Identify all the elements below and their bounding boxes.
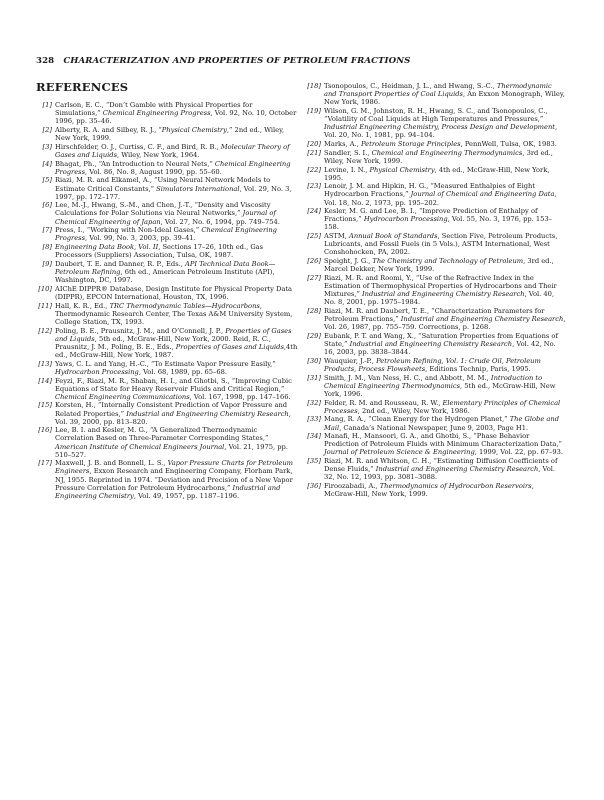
reference-number: [27] bbox=[307, 273, 321, 282]
reference-item bbox=[36, 327, 298, 359]
section-title: REFERENCES bbox=[36, 80, 129, 94]
reference-text: Eubank, P. T. and Wang, X., “Saturation Properties from Equations of State,” Industrial and Engineering Chemistry Research, Vol. 42, No. 16, 2003, pp. 3838–3844. bbox=[324, 331, 558, 357]
reference-number: [34] bbox=[307, 432, 321, 441]
reference-number: [2] bbox=[42, 125, 52, 134]
reference-text: Carlson, E. C., “Don’t Gamble with Physical Properties for Simulations,” Chemical Engineering Progress, Vol. 92, No. 10, October 1996, pp. 35–46. bbox=[55, 101, 297, 126]
reference-text: ASTM, Annual Book of Standards, Section Five, Petroleum Products, Lubricants, and Fossil Fuels (in 5 Vols.), ASTM International, West Conshohocken, PA, 2002. bbox=[324, 232, 558, 257]
references-left-column bbox=[36, 101, 298, 500]
reference-text: Levine, I. N., Physical Chemistry, 4th ed., McGraw-Hill, New York, 1995. bbox=[324, 165, 550, 182]
reference-item bbox=[304, 482, 566, 498]
reference-text: Engineering Data Book, Vol. II, Sections 17–26, 10th ed., Gas Processors (Suppliers) Association, Tulsa, OK, 1987. bbox=[55, 243, 264, 260]
reference-text: Sandler, S. I., Chemical and Engineering Thermodynamics, 3rd ed., Wiley, New York, 1999. bbox=[324, 148, 553, 165]
reference-text: Riazi, M. R. and Whitson, C. H., “Estimating Diffusion Coefficients of Dense Fluids,” Industrial and Engineering Chemistry Research, Vol. 32, No. 12, 1993, pp. 3081–3088. bbox=[324, 457, 558, 482]
reference-text: Wilson, G. M., Johnston, R. H., Hwang, S. C., and Tsonopoulos, C., “Volatility of Coal Liquids at High Temperatures and Pressures,” Industrial Engineering Chemistry, Process Design and Development, Vol. 20, No. 1, 1981, pp. 94–104. bbox=[324, 106, 558, 140]
reference-item bbox=[304, 415, 566, 431]
reference-text: Daubert, T. E. and Danner, R. P., Eds., API Technical Data Book—Petroleum Refining, 6th ed., American Petroleum Institute (API), Washington, DC, 1997. bbox=[55, 259, 276, 285]
reference-number: [11] bbox=[38, 301, 52, 310]
reference-item bbox=[36, 143, 298, 159]
reference-number: [19] bbox=[307, 106, 321, 115]
reference-item bbox=[36, 160, 298, 176]
reference-number: [7] bbox=[42, 226, 52, 235]
reference-item bbox=[36, 226, 298, 242]
reference-item bbox=[304, 357, 566, 373]
reference-number: [24] bbox=[307, 207, 321, 216]
reference-item bbox=[36, 302, 298, 326]
reference-number: [35] bbox=[307, 457, 321, 466]
reference-text: Feyzi, F., Riazi, M. R., Shaban, H. I., and Ghotbi, S., “Improving Cubic Equations of State for Heavy Reservoir Fluids and Critical Region,” Chemical Engineering Communications, Vol. 167, 1998, pp. 147–166. bbox=[55, 376, 292, 401]
reference-item bbox=[304, 374, 566, 398]
reference-item bbox=[304, 399, 566, 415]
reference-item bbox=[36, 126, 298, 142]
reference-text: Hirschfelder, O. J., Curtiss, C. F., and Bird, R. B., Molecular Theory of Gases and Liquids, Wiley, New York, 1964. bbox=[55, 142, 290, 159]
reference-text: AIChE DIPPR® Database, Design Institute for Physical Property Data (DIPPR), EPCON International, Houston, TX, 1996. bbox=[55, 284, 293, 301]
reference-text: Firoozabadi, A., Thermodynamics of Hydrocarbon Reservoirs, McGraw-Hill, New York, 1999. bbox=[324, 482, 534, 499]
reference-number: [31] bbox=[307, 373, 321, 382]
reference-text: Lenoir, J. M. and Hipkin, H. G., “Measured Enthalpies of Eight Hydrocarbon Fractions,” Journal of Chemical and Engineering Data, Vol. 18, No. 2, 1973, pp. 195–202. bbox=[324, 182, 557, 207]
reference-text: Bhagat, Ph., “An Introduction to Neural Nets,” Chemical Engineering Progress, Vol. 86, No. 8, August 1990, pp. 55–60. bbox=[55, 159, 291, 176]
reference-text: Lee, M.-J., Hwang, S.-M., and Chen, J.-T., “Density and Viscosity Calculations for Polar Solutions via Neural Networks,” Journal of Chemical Engineering of Japan, Vol. 27, No. 6, 1994, pp. 749–754. bbox=[55, 201, 280, 226]
reference-item bbox=[304, 140, 566, 148]
reference-item bbox=[304, 149, 566, 165]
reference-number: [18] bbox=[307, 82, 321, 90]
reference-text: Riazi, M. R. and Roomi, Y., “Use of the Refractive Index in the Estimation of Thermophysical Properties of Hydrocarbons and Their Mixtures,” Industrial and Engineering Chemistry Research, Vol. 40, No. 8, 2001, pp. 1975–1984. bbox=[324, 273, 557, 307]
reference-number: [1] bbox=[42, 101, 52, 109]
reference-number: [25] bbox=[307, 232, 321, 241]
reference-item bbox=[304, 182, 566, 206]
reference-number: [17] bbox=[38, 459, 52, 468]
reference-number: [15] bbox=[38, 401, 52, 410]
reference-item bbox=[304, 257, 566, 273]
reference-item bbox=[304, 432, 566, 456]
reference-number: [5] bbox=[42, 176, 52, 185]
reference-text: Tsonopoulos, C., Heidman, J. L., and Hwang, S.-C., Thermodynamic and Transport Properties of Coal Liquids, An Exxon Monograph, Wiley, New York, 1986. bbox=[324, 82, 565, 107]
reference-item bbox=[36, 243, 298, 259]
references-right-column bbox=[304, 82, 566, 499]
reference-text: Riazi, M. R. and Daubert, T. E., “Characterization Parameters for Petroleum Fractions,” Industrial and Engineering Chemistry Research, Vol. 26, 1987, pp. 755–759. Corrections, p. 1268. bbox=[324, 306, 566, 332]
reference-text: Press, I., “Working with Non-Ideal Gases,” Chemical Engineering Progress, Vol. 99, No. 3, 2003, pp. 39–41. bbox=[55, 226, 277, 243]
reference-text: Yaws, C. L. and Yang, H.-C., “To Estimate Vapor Pressure Easily,” Hydrocarbon Processing, Vol. 68, 1989, pp. 65–68. bbox=[55, 359, 276, 376]
reference-text: Alberty, R. A. and Silbey, R. J., “Physical Chemistry,” 2nd ed., Wiley, New York, 1999. bbox=[55, 125, 285, 142]
reference-text: Smith, J. M., Van Ness, H. C., and Abbott, M. M., Introduction to Chemical Engineering Thermodynamics, 5th ed., McGraw-Hill, New York, 1996. bbox=[324, 373, 556, 398]
reference-number: [33] bbox=[307, 415, 321, 424]
running-title: CHARACTERIZATION AND PROPERTIES OF PETROLEUM FRACTIONS bbox=[63, 56, 411, 66]
reference-text: Lee, B. I. and Kesler, M. G., “A Generalized Thermodynamic Correlation Based on Three-Parameter Corresponding States,” American Institute of Chemical Engineers Journal, Vol. 21, 1975, pp. 510–527. bbox=[55, 426, 288, 459]
reference-item bbox=[304, 332, 566, 356]
reference-item bbox=[36, 377, 298, 401]
reference-item bbox=[304, 274, 566, 306]
reference-text: Speight, J. G., The Chemistry and Technology of Petroleum, 3rd ed., Marcel Dekker, New York, 1999. bbox=[324, 257, 554, 274]
reference-number: [23] bbox=[307, 182, 321, 191]
reference-text: Poling, B. E., Prausnitz, J. M., and O’Connell, J. P., Properties of Gases and Liquids, 5th ed., McGraw-Hill, New York, 2000. Reid, R. C., Prausnitz, J. M., Poling, B. E., Eds., Properties of Gases and Liquids,4th ed., McGraw-Hill, New York, 1987. bbox=[55, 326, 298, 359]
reference-text: Riazi, M. R. and Elkamel, A., “Using Neural Network Models to Estimate Critical Constants,” Simulators International, Vol. 29, No. 3, 1997, pp. 172–177. bbox=[55, 176, 292, 201]
running-header bbox=[36, 56, 411, 66]
reference-item bbox=[36, 360, 298, 376]
reference-item bbox=[36, 401, 298, 425]
reference-item bbox=[304, 207, 566, 231]
reference-item bbox=[304, 166, 566, 182]
reference-item bbox=[304, 107, 566, 139]
reference-number: [16] bbox=[38, 426, 52, 435]
reference-item bbox=[36, 426, 298, 458]
reference-text: Mang, R. A., “Clean Energy for the Hydrogen Planet,” The Globe and Mail, Canada’s National Newspaper, June 9, 2003, Page H1. bbox=[324, 415, 559, 432]
reference-item bbox=[304, 82, 566, 106]
reference-item bbox=[36, 101, 298, 125]
reference-number: [30] bbox=[307, 356, 321, 365]
reference-number: [3] bbox=[42, 142, 52, 151]
reference-item bbox=[36, 201, 298, 225]
reference-number: [22] bbox=[307, 165, 321, 174]
reference-number: [20] bbox=[307, 139, 321, 148]
reference-number: [9] bbox=[42, 259, 52, 268]
reference-text: Felder, R. M. and Rousseau, R. W., Elementary Principles of Chemical Processes, 2nd ed., Wiley, New York, 1986. bbox=[324, 398, 561, 415]
reference-number: [13] bbox=[38, 359, 52, 368]
page-number: 328 bbox=[36, 56, 55, 66]
reference-text: Marks, A., Petroleum Storage Principles, PennWell, Tulsa, OK, 1983. bbox=[324, 139, 557, 148]
reference-text: Maxwell, J. B. and Bonnell, L. S., Vapor Pressure Charts for Petroleum Engineers, Exxon Research and Engineering Company, Florham Park, NJ, 1955. Reprinted in 1974. “Deviation and Precision of a New Vapor Pressure Correlation for Petroleum Hydrocarbons,” Industrial and Engineering Chemistry, Vol. 49, 1957, pp. 1187–1196. bbox=[55, 459, 293, 500]
reference-number: [4] bbox=[42, 159, 52, 168]
reference-number: [36] bbox=[307, 482, 321, 491]
reference-text: Manafi, H., Mansoori, G. A., and Ghotbi, S., “Phase Behavior Prediction of Petroleum Fluids with Minimum Characterization Data,” Journal of Petroleum Science & Engineering, 1999, Vol. 22, pp. 67–93. bbox=[324, 432, 563, 457]
reference-number: [8] bbox=[42, 243, 52, 252]
reference-text: Wauquier, J.-P., Petroleum Refining, Vol. 1: Crude Oil, Petroleum Products, Process Flowsheets, Editions Technip, Paris, 1995. bbox=[324, 356, 541, 373]
reference-item bbox=[304, 457, 566, 481]
reference-item bbox=[36, 260, 298, 284]
reference-number: [28] bbox=[307, 306, 321, 315]
reference-number: [10] bbox=[38, 284, 52, 293]
reference-number: [6] bbox=[42, 201, 52, 210]
reference-item bbox=[36, 459, 298, 499]
reference-item bbox=[36, 285, 298, 301]
reference-text: Korsten, H., “Internally Consistent Prediction of Vapor Pressure and Related Properties,” Industrial and Engineering Chemistry Research, Vol. 39, 2000, pp. 813–820. bbox=[55, 401, 291, 426]
reference-item bbox=[304, 307, 566, 331]
reference-number: [21] bbox=[307, 148, 321, 157]
reference-number: [14] bbox=[38, 376, 52, 385]
reference-text: Hall, K. R., Ed., TRC Thermodynamic Tables—Hydrocarbons, Thermodynamic Research Center, The Texas A&M University System, College Station, TX, 1993. bbox=[55, 301, 293, 326]
reference-number: [32] bbox=[307, 398, 321, 407]
reference-number: [29] bbox=[307, 331, 321, 340]
reference-item bbox=[304, 232, 566, 256]
reference-item bbox=[36, 176, 298, 200]
reference-number: [12] bbox=[38, 326, 52, 335]
reference-number: [26] bbox=[307, 257, 321, 266]
reference-text: Kesler, M. G. and Lee, B. I., “Improve Prediction of Enthalpy of Fractions,” Hydrocarbon Processing, Vol. 55, No. 3, 1976, pp. 153–158. bbox=[324, 207, 553, 232]
